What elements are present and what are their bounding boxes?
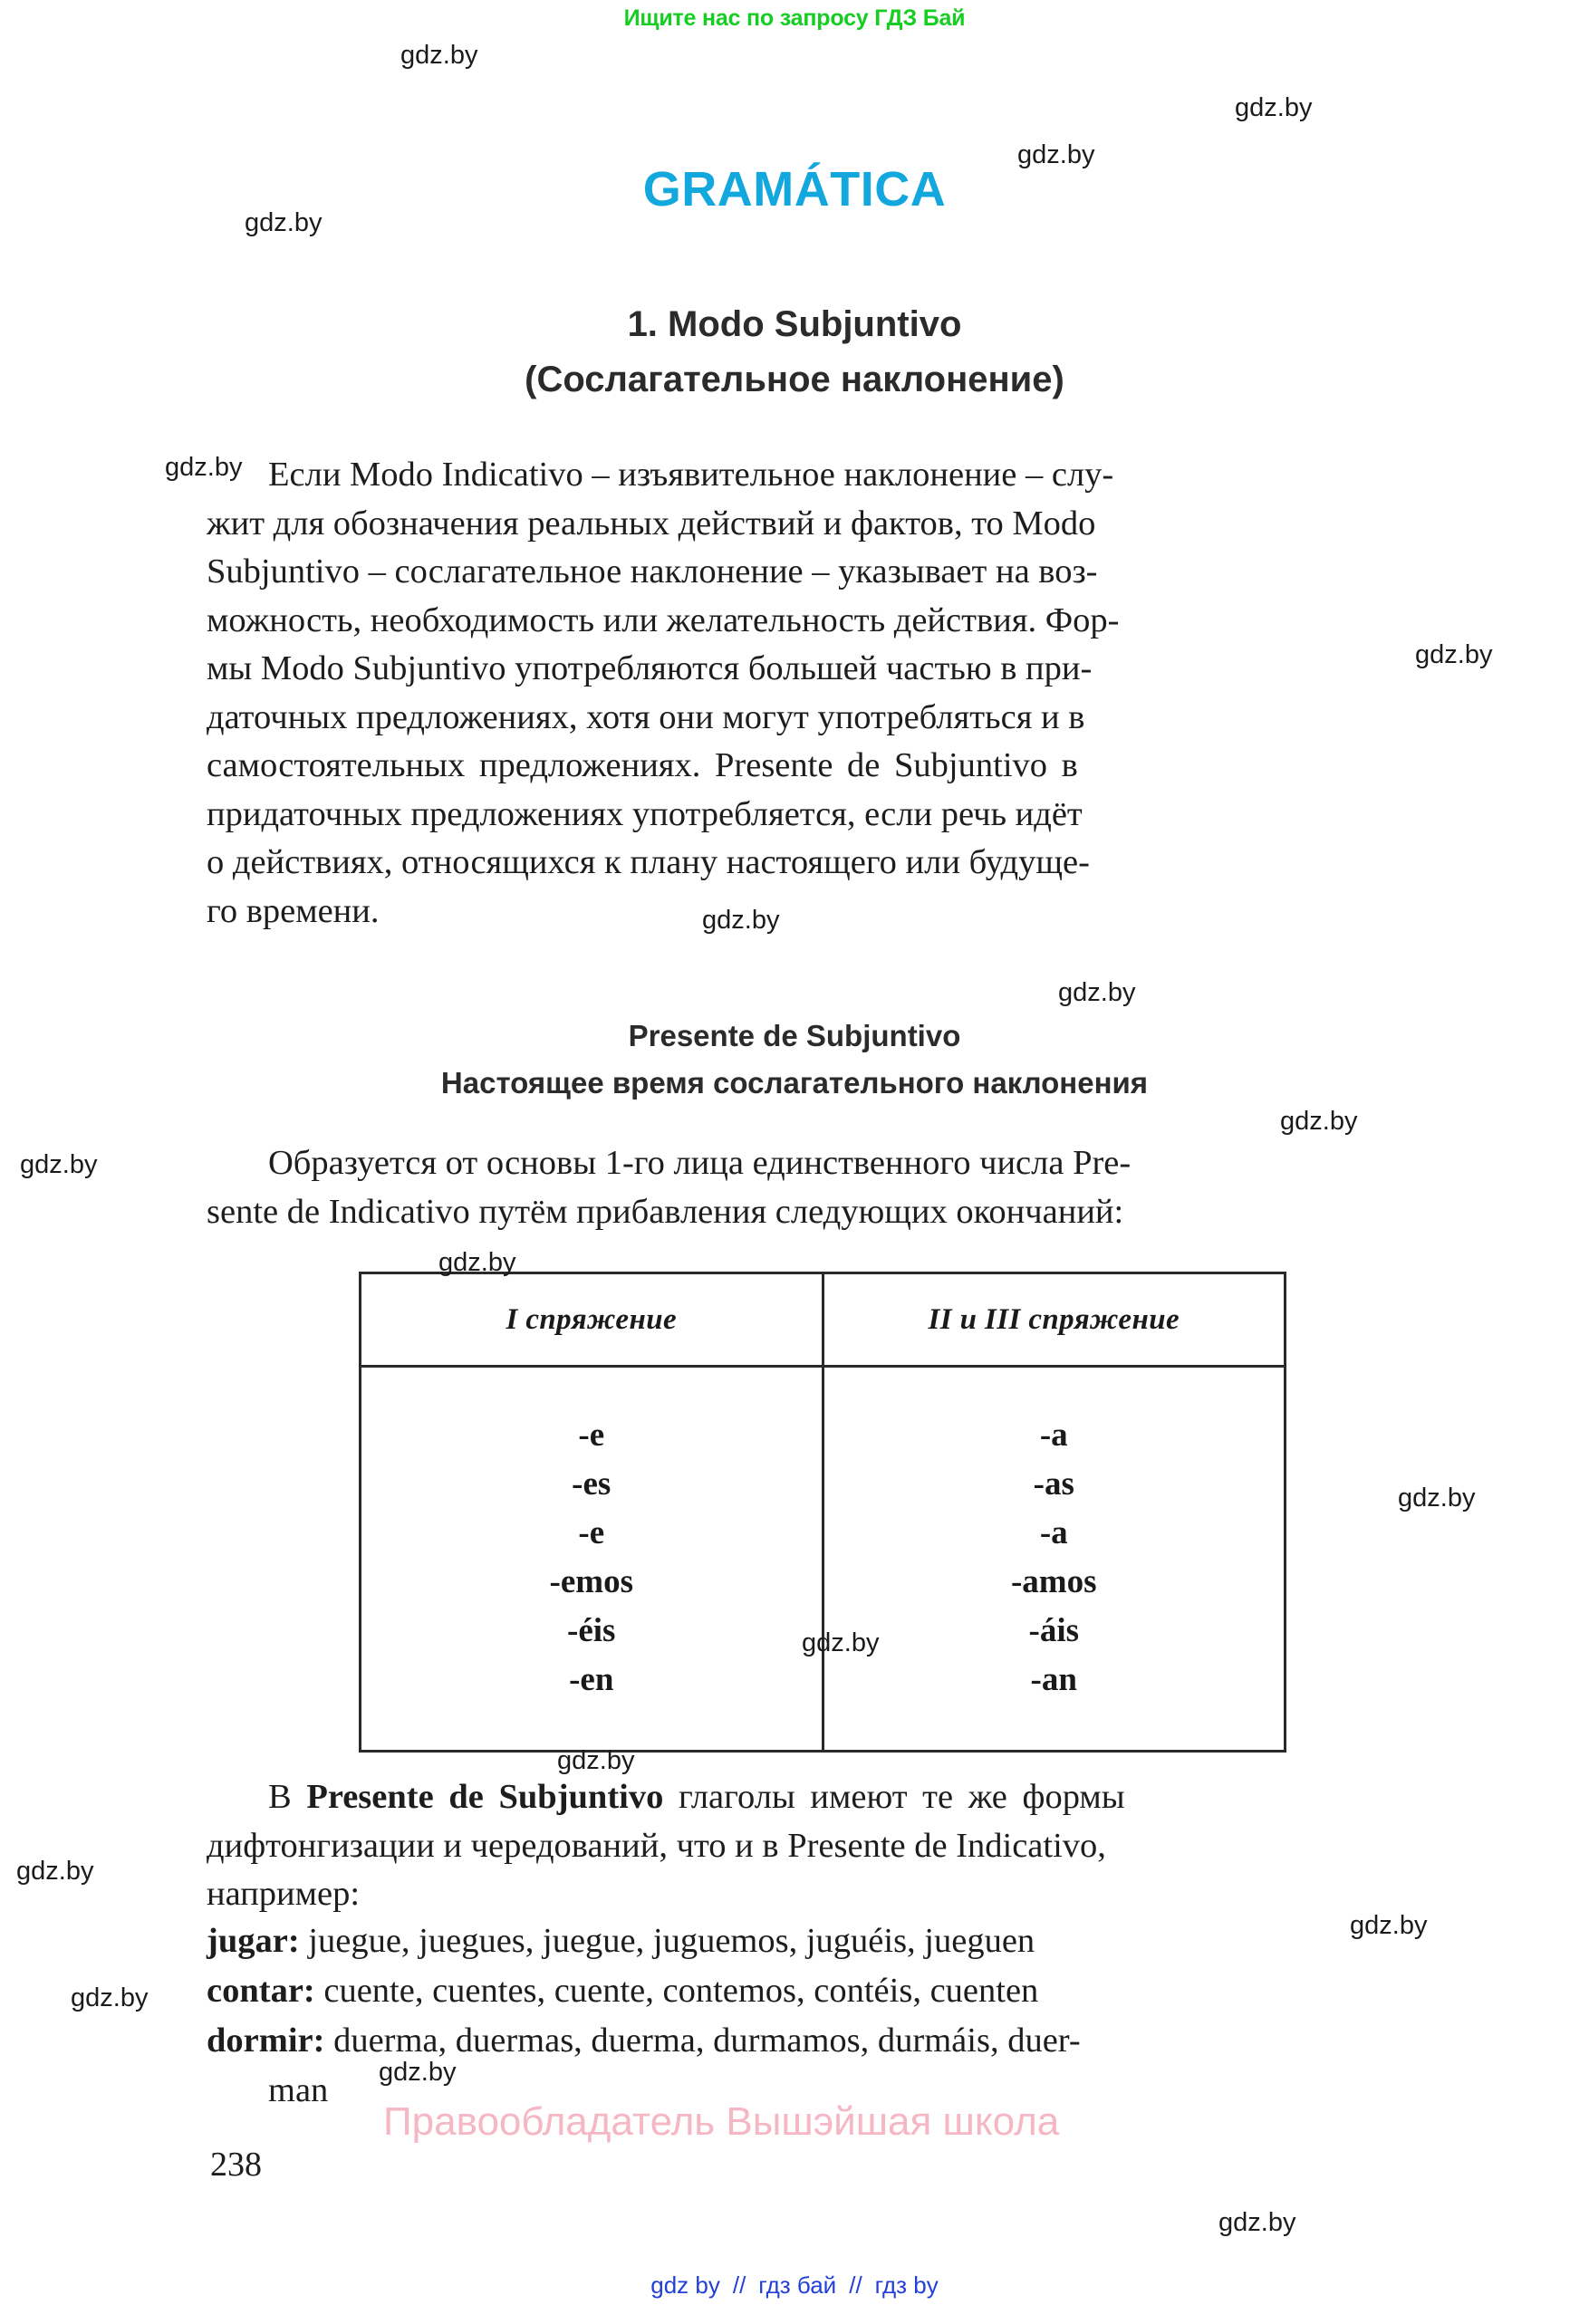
copyright-watermark: Правообладатель Вышэйшая школа [383,2099,1060,2144]
table-header-cell-conjugation-2-3: II и III спряжение [823,1273,1286,1367]
gdz-watermark: gdz.by [379,2058,457,2087]
verb-forms: cuente, cuentes, cuente, contemos, contéis, cuenten [314,1972,1039,2010]
chapter-title: GRAMÁTICA [642,162,947,216]
ending-item: -emos [549,1563,633,1600]
gdz-watermark: gdz.by [16,1857,94,1886]
formation-line: Образуется от основы 1-го лица единственного числа Pre- [268,1144,1132,1182]
ending-item: -éis [567,1612,616,1649]
intro-line: придаточных предложениях употребляется, если речь идёт [207,794,1083,833]
verb-infinitive: jugar: [207,1922,300,1960]
ending-item: -as [1033,1465,1074,1503]
gdz-watermark: gdz.by [245,208,323,237]
formation-line: sente de Indicativo путём прибавления следующих окончаний: [207,1192,1124,1231]
forms-bold-term: Presente de Subjuntivo [306,1778,664,1816]
verb-example-row [207,1966,1411,2016]
gdz-watermark: gdz.by [1350,1911,1428,1940]
formation-paragraph [207,1139,1399,1236]
ending-item: -amos [1010,1563,1097,1600]
verb-forms: juegue, juegues, juegue, juguemos, juguéis, jueguen [299,1922,1035,1960]
site-footer-strip [0,2271,1589,2300]
table-header-row [361,1273,1286,1367]
footer-separator: // [849,2271,862,2299]
endings-column-1 [361,1367,823,1752]
forms-line-1-rest: глаголы имеют те же формы [663,1778,1125,1816]
endings-table-head [361,1273,1286,1367]
subsection-heading-line-2: Настоящее время сослагательного наклонения [440,1066,1149,1100]
subsection-heading [0,1013,1589,1107]
footer-part: гдз бай [758,2271,837,2299]
table-header-cell-conjugation-1: I спряжение [361,1273,823,1367]
intro-line: можность, необходимость или желательность действия. Фор- [207,600,1120,639]
footer-part: гдз by [874,2271,939,2299]
ending-item: -an [1030,1661,1077,1698]
endings-column-2 [823,1367,1286,1752]
gdz-watermark: gdz.by [1235,93,1313,122]
gdz-watermark: gdz.by [438,1248,516,1277]
forms-prefix: В [268,1778,307,1816]
subsection-heading-line-1: Presente de Subjuntivo [628,1019,961,1052]
footer-separator: // [732,2271,746,2299]
verb-examples-list [207,1916,1411,2115]
gdz-watermark: gdz.by [702,906,780,935]
intro-line: о действиях, относящихся к плану настоящего или будуще- [207,843,1090,881]
intro-line: мы Modo Subjuntivo употребляются большей частью в при- [207,649,1093,687]
section-heading [0,297,1589,408]
forms-line-1 [207,1773,1399,1822]
intro-line: жит для обозначения реальных действий и фактов, то Modo [207,504,1096,543]
ending-item: -en [569,1661,614,1698]
intro-line: Subjuntivo – сослагательное наклонение – указывает на воз- [207,552,1098,591]
gdz-watermark: gdz.by [1218,2208,1296,2237]
verb-infinitive: dormir: [207,2021,325,2060]
verb-example-row [207,1916,1411,1966]
gdz-watermark: gdz.by [1280,1107,1358,1136]
gdz-watermark: gdz.by [1398,1484,1476,1513]
gdz-watermark: gdz.by [1017,140,1095,169]
gdz-watermark: gdz.by [557,1746,635,1775]
footer-part: gdz by [650,2271,720,2299]
intro-line: даточных предложениях, хотя они могут употребляться и в [207,697,1085,736]
gdz-watermark: gdz.by [1415,640,1493,669]
ending-item: -a [1039,1416,1068,1454]
forms-line-2: дифтонгизации и чередований, что и в Presente de Indicativo, [207,1826,1106,1865]
section-heading-line-1: 1. Modo Subjuntivo [627,304,962,344]
forms-line-3: например: [207,1875,361,1913]
gdz-watermark: gdz.by [1058,978,1136,1007]
ending-item: -a [1039,1514,1068,1551]
ending-item: -e [578,1514,605,1551]
gdz-watermark: gdz.by [400,41,478,70]
gdz-watermark: gdz.by [20,1150,98,1179]
gdz-watermark: gdz.by [165,453,243,482]
promo-banner-text: Ищите нас по запросу ГДЗ Бай [623,5,966,31]
ending-item: -e [578,1416,605,1454]
ending-item: -es [572,1465,612,1503]
verb-forms: duerma, duermas, duerma, durmamos, durmáis, duer- [324,2021,1081,2060]
endings-table [359,1272,1286,1753]
ending-item: -áis [1028,1612,1079,1649]
intro-line: го времени. [207,891,380,930]
verb-infinitive: contar: [207,1972,315,2010]
forms-paragraph [207,1773,1399,1919]
gdz-watermark: gdz.by [802,1628,880,1657]
endings-table-body [361,1367,1286,1752]
intro-line: Если Modo Indicativo – изъявительное наклонение – слу- [268,456,1114,494]
intro-line: самостоятельных предложениях. Presente de Subjuntivo в [207,746,1078,784]
gdz-watermark: gdz.by [71,1983,149,2012]
intro-paragraph [207,451,1399,936]
page-number: 238 [210,2146,262,2184]
section-heading-line-2: (Сослагательное наклонение) [525,360,1064,399]
verb-forms-carryover: man [268,2071,329,2109]
table-row [361,1367,1286,1752]
